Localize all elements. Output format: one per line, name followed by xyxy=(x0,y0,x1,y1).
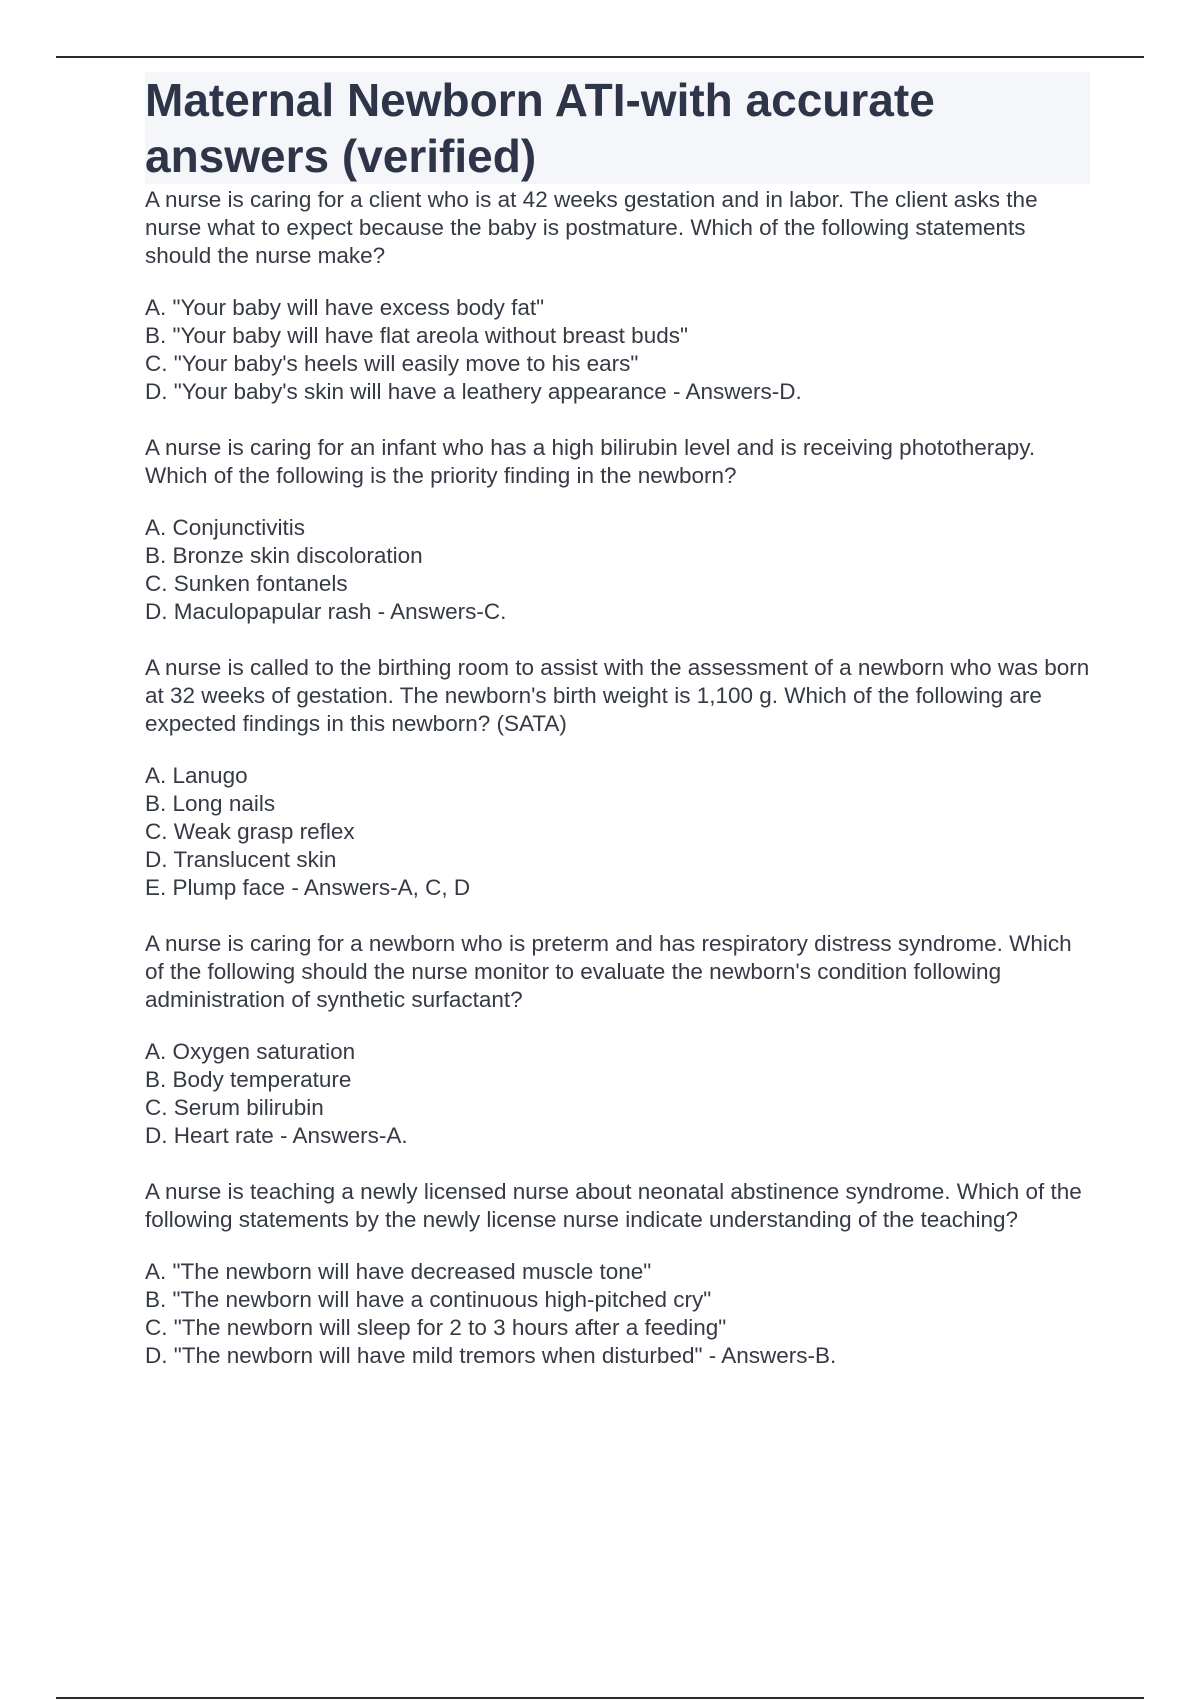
question-1 xyxy=(145,186,1090,406)
question-stem: A nurse is caring for a client who is at 42 weeks gestation and in labor. The client asks the nurse what to expect because the baby is postmature. Which of the following statements should the nurse make? xyxy=(145,187,1038,268)
option-d: D. "The newborn will have mild tremors when disturbed" - Answers-B. xyxy=(145,1343,837,1368)
answer-options xyxy=(145,514,1090,626)
answer-options xyxy=(145,1258,1090,1370)
bottom-rule xyxy=(56,1697,1144,1699)
question-3 xyxy=(145,654,1090,902)
option-b: B. Bronze skin discoloration xyxy=(145,543,423,568)
top-rule xyxy=(56,56,1144,58)
option-c: C. Sunken fontanels xyxy=(145,571,348,596)
option-c: C. Weak grasp reflex xyxy=(145,819,355,844)
question-stem: A nurse is teaching a newly licensed nurse about neonatal abstinence syndrome. Which of the following statements by the newly license nurse indicate understanding of the teaching? xyxy=(145,1179,1082,1232)
option-b: B. "Your baby will have flat areola without breast buds" xyxy=(145,323,688,348)
option-d: D. Heart rate - Answers-A. xyxy=(145,1123,408,1148)
option-d: D. Maculopapular rash - Answers-C. xyxy=(145,599,507,624)
document-body xyxy=(145,72,1090,1398)
option-a: A. "The newborn will have decreased muscle tone" xyxy=(145,1259,652,1284)
question-stem: A nurse is caring for a newborn who is preterm and has respiratory distress syndrome. Which of the following should the nurse monitor to evaluate the newborn's condition following administration of synthetic surfactant? xyxy=(145,931,1072,1012)
question-4 xyxy=(145,930,1090,1150)
option-a: A. Oxygen saturation xyxy=(145,1039,356,1064)
document-title xyxy=(145,72,1090,184)
question-stem: A nurse is called to the birthing room to assist with the assessment of a newborn who was born at 32 weeks of gestation. The newborn's birth weight is 1,100 g. Which of the following are expected findings in this newborn? (SATA) xyxy=(145,655,1090,736)
option-a: A. "Your baby will have excess body fat" xyxy=(145,295,545,320)
title-line-2: answers (verified) xyxy=(145,130,537,182)
option-a: A. Conjunctivitis xyxy=(145,515,306,540)
option-d: D. Translucent skin xyxy=(145,847,337,872)
title-line-1: Maternal Newborn ATI-with accurate xyxy=(145,74,935,126)
option-e: E. Plump face - Answers-A, C, D xyxy=(145,875,471,900)
option-b: B. Body temperature xyxy=(145,1067,352,1092)
option-c: C. "The newborn will sleep for 2 to 3 hours after a feeding" xyxy=(145,1315,727,1340)
option-b: B. Long nails xyxy=(145,791,276,816)
option-d: D. "Your baby's skin will have a leathery appearance - Answers-D. xyxy=(145,379,802,404)
question-stem: A nurse is caring for an infant who has a high bilirubin level and is receiving phototherapy. Which of the following is the priority finding in the newborn? xyxy=(145,435,1036,488)
option-c: C. "Your baby's heels will easily move to his ears" xyxy=(145,351,639,376)
option-b: B. "The newborn will have a continuous high-pitched cry" xyxy=(145,1287,712,1312)
question-2 xyxy=(145,434,1090,626)
answer-options xyxy=(145,294,1090,406)
option-c: C. Serum bilirubin xyxy=(145,1095,324,1120)
answer-options xyxy=(145,1038,1090,1150)
answer-options xyxy=(145,762,1090,902)
option-a: A. Lanugo xyxy=(145,763,248,788)
question-5 xyxy=(145,1178,1090,1370)
